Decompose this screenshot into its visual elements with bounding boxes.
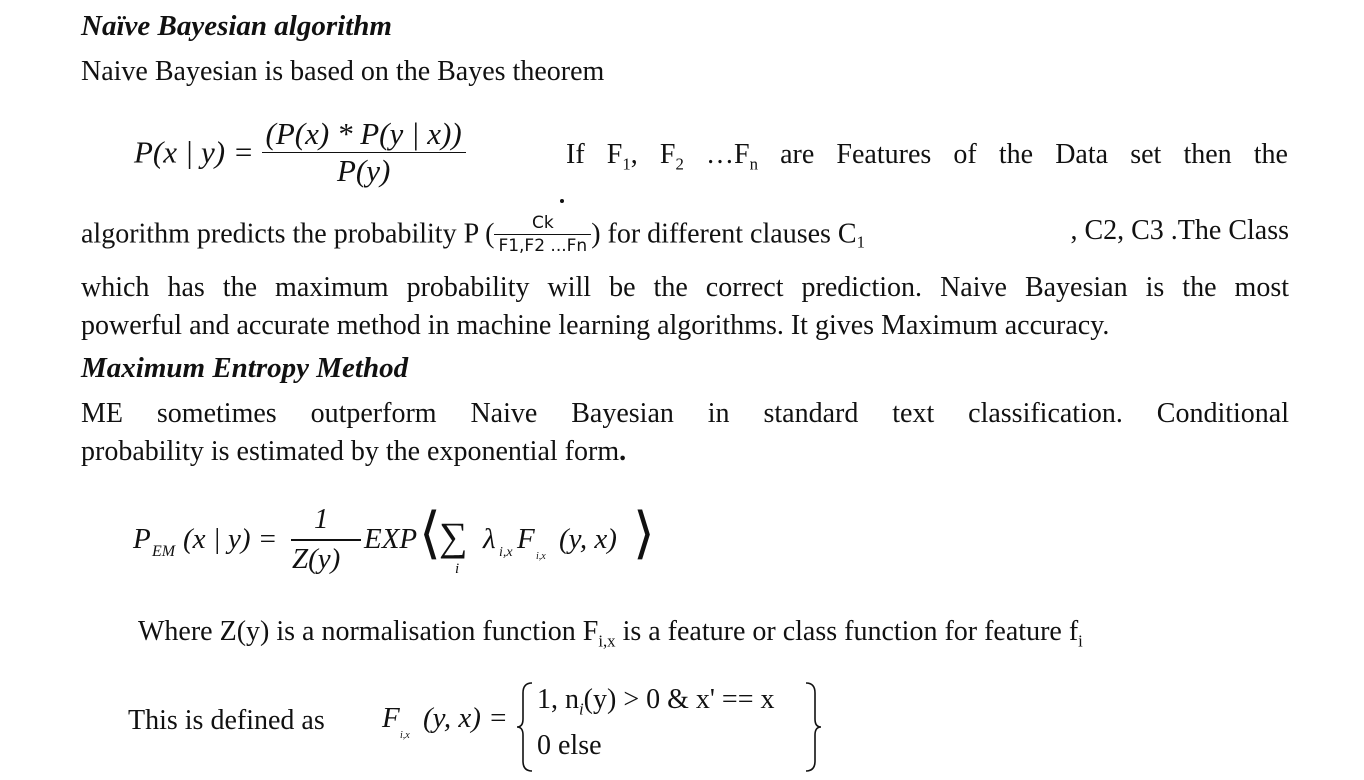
paragraph2-line2-text: probability is estimated by the exponential form — [81, 436, 620, 467]
paragraph2-line2-period: . — [619, 436, 627, 467]
right-brace — [803, 681, 823, 773]
predict-text-after-2: , C2, C3 .The Class — [1070, 215, 1289, 246]
predict-sub-1: 1 — [856, 232, 865, 252]
eq2-f-args: (y, x) — [559, 523, 617, 555]
features-text-3: …F — [683, 139, 750, 170]
where-line — [138, 613, 1083, 661]
intro-sentence: Naive Bayesian is based on the Bayes theorem — [81, 56, 605, 87]
eq2-f: F — [517, 523, 535, 555]
features-sub-2: 2 — [675, 154, 684, 174]
eq2-lambda: λ — [483, 523, 496, 555]
eq2-left-angle: ⟨ — [419, 503, 441, 565]
definition-label: This is defined as — [128, 705, 325, 736]
eq2-exp: EXP — [364, 523, 418, 555]
features-text-2: , F — [630, 139, 676, 170]
predict-fraction-num: Ck — [494, 212, 591, 235]
where-sub-1: i,x — [598, 631, 616, 651]
paragraph1-line3: powerful and accurate method in machine learning algorithms. It gives Maximum accuracy. — [81, 310, 1110, 341]
features-sub-n: n — [749, 154, 758, 174]
predict-fraction-den: F1,F2 ...Fn — [498, 236, 588, 256]
features-text-4: are Features of the Data set then the — [757, 139, 1288, 170]
case-2: 0 else — [537, 730, 602, 761]
section-heading-naive-bayes: Naïve Bayesian algorithm — [81, 10, 392, 42]
definition-equation — [128, 676, 828, 776]
eq2-sigma: ∑ — [439, 514, 468, 559]
eq2-frac-num: 1 — [314, 503, 329, 535]
features-text-1: If F — [566, 139, 623, 170]
features-sentence — [566, 136, 1288, 184]
case-1-rest: (y) > 0 & x' == x — [583, 684, 775, 715]
definition-f-sub: i,x — [400, 730, 410, 741]
predict-line — [81, 212, 1289, 262]
bayes-denominator: P(y) — [336, 153, 391, 188]
case-1-sub: i — [579, 699, 584, 719]
predict-text-after-1: ) for different clauses C — [591, 218, 857, 250]
where-text-2: is a feature or class function for feature f — [615, 616, 1079, 647]
eq2-args: (x | y) = — [183, 523, 278, 555]
case-1-text: 1, n — [537, 684, 579, 715]
eq2-fraction-bar — [291, 539, 361, 541]
definition-f: F — [382, 702, 400, 734]
eq2-p: P — [133, 523, 151, 555]
case-1 — [537, 684, 775, 720]
paragraph2-line2 — [81, 433, 626, 471]
eq2-p-sub: EM — [152, 543, 176, 560]
eq2-f-sub: i,x — [536, 551, 546, 562]
bayes-equation — [134, 116, 466, 189]
where-sub-2: i — [1078, 631, 1083, 651]
bayes-numerator: (P(x) * P(y | x)) — [262, 116, 466, 153]
paragraph1-line2: which has the maximum probability will be the correct prediction. Naive Bayesian is the most — [81, 272, 1289, 303]
definition-args: (y, x) = — [423, 702, 508, 734]
features-sub-1: 1 — [622, 154, 631, 174]
max-entropy-equation — [133, 495, 673, 590]
eq2-sigma-sub: i — [455, 561, 460, 577]
predict-fraction — [494, 212, 591, 257]
predict-text-before: algorithm predicts the probability P ( — [81, 218, 495, 250]
paragraph2-line1: ME sometimes outperform Naive Bayesian in standard text classification. Conditional — [81, 398, 1289, 429]
eq2-frac-den: Z(y) — [292, 543, 341, 575]
section-heading-max-entropy: Maximum Entropy Method — [81, 352, 409, 384]
stray-dot — [560, 199, 564, 203]
eq2-lambda-sub: i,x — [499, 545, 513, 560]
bayes-fraction — [262, 116, 466, 189]
bayes-lhs: P(x | y) = — [134, 134, 254, 170]
where-text-1: Where Z(y) is a normalisation function F — [138, 616, 599, 647]
left-brace — [515, 681, 535, 773]
eq2-right-angle: ⟩ — [633, 503, 655, 565]
